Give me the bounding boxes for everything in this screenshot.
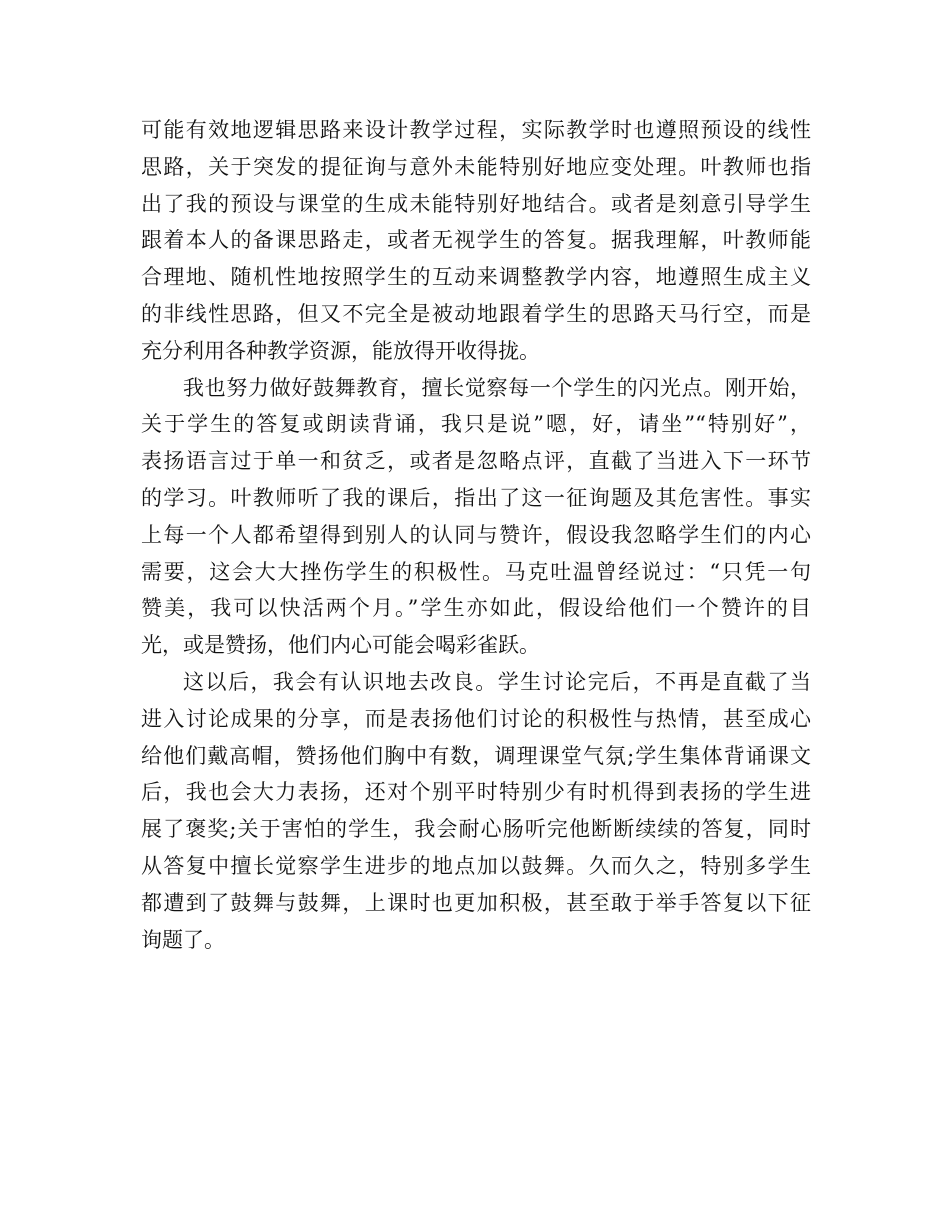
text-line: 后，我也会大力表扬，还对个别平时特别少有时机得到表扬的学生进 — [141, 780, 811, 805]
text-line: 给他们戴高帽，赞扬他们胸中有数，调理课堂气氛;学生集体背诵课文 — [141, 743, 811, 768]
text-line: 表扬语言过于单一和贫乏，或者是忽略点评，直截了当进入下一环节 — [141, 449, 811, 474]
text-line: 需要，这会大大挫伤学生的积极性。马克吐温曾经说过：“只凭一句 — [141, 559, 811, 584]
text-line: 的学习。叶教师听了我的课后，指出了这一征询题及其危害性。事实 — [141, 485, 811, 510]
text-line: 出了我的预设与课堂的生成未能特别好地结合。或者是刻意引导学生 — [141, 191, 811, 216]
paragraph — [141, 370, 811, 664]
text-line: 关于学生的答复或朗读背诵，我只是说”嗯，好，请坐”“特别好”， — [141, 412, 811, 437]
text-line: 这以后，我会有认识地去改良。学生讨论完后，不再是直截了当 — [183, 669, 811, 694]
text-line: 从答复中擅长觉察学生进步的地点加以鼓舞。久而久之，特别多学生 — [141, 853, 811, 878]
text-line: 展了褒奖;关于害怕的学生，我会耐心肠听完他断断续续的答复，同时 — [141, 817, 811, 842]
text-line: 的非线性思路，但又不完全是被动地跟着学生的思路天马行空，而是 — [141, 301, 811, 326]
paragraph — [141, 112, 811, 370]
text-line: 上每一个人都希望得到别人的认同与赞许，假设我忽略学生们的内心 — [141, 522, 811, 547]
text-line: 合理地、随机性地按照学生的互动来调整教学内容，地遵照生成主义 — [141, 265, 811, 290]
paragraph — [141, 664, 811, 958]
text-line: 询题了。 — [141, 927, 225, 952]
text-line: 跟着本人的备课思路走，或者无视学生的答复。据我理解，叶教师能 — [141, 228, 811, 253]
text-line: 都遭到了鼓舞与鼓舞，上课时也更加积极，甚至敢于举手答复以下征 — [141, 890, 811, 915]
text-line: 赞美，我可以快活两个月。”学生亦如此，假设给他们一个赞许的目 — [141, 596, 811, 621]
text-line: 我也努力做好鼓舞教育，擅长觉察每一个学生的闪光点。刚开始， — [183, 375, 811, 400]
text-line: 光，或是赞扬，他们内心可能会喝彩雀跃。 — [141, 633, 540, 658]
text-line: 思路，关于突发的提征询与意外未能特别好地应变处理。叶教师也指 — [141, 154, 811, 179]
document-body — [141, 112, 811, 958]
text-line: 充分利用各种教学资源，能放得开收得拢。 — [141, 338, 540, 363]
text-line: 进入讨论成果的分享，而是表扬他们讨论的积极性与热情，甚至成心 — [141, 706, 811, 731]
text-line: 可能有效地逻辑思路来设计教学过程，实际教学时也遵照预设的线性 — [141, 118, 811, 142]
